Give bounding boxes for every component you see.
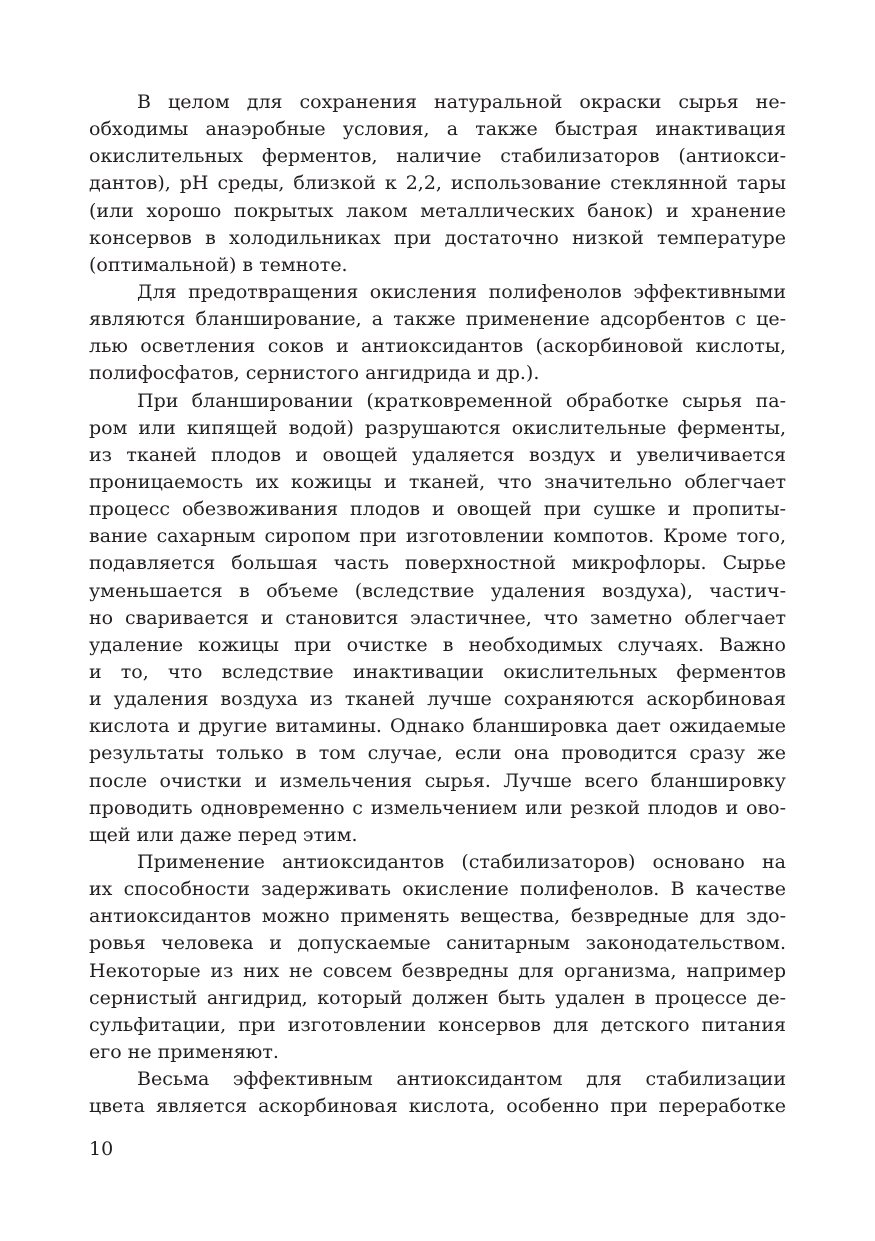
paragraph <box>89 388 786 849</box>
text-line: проводить одновременно с измельчением или резкой плодов и ово- <box>89 796 786 819</box>
text-line: его не применяют. <box>89 1040 279 1063</box>
text-line: полифосфатов, сернистого ангидрида и др.). <box>89 362 540 385</box>
text-line: (или хорошо покрытых лаком металлических банок) и хранение <box>89 199 786 222</box>
paragraph <box>89 89 786 279</box>
text-line: кислота и другие витамины. Однако бланшировка дает ожидаемые <box>89 715 786 738</box>
text-line: результаты только в том случае, если она проводится сразу же <box>89 742 786 765</box>
text-line: Весьма эффективным антиоксидантом для стабилизации <box>137 1068 786 1091</box>
text-line: сернистый ангидрид, который должен быть удален в процессе де- <box>89 986 786 1009</box>
text-line: Для предотвращения окисления полифенолов эффективными <box>137 280 786 303</box>
text-line: антиоксидантов можно применять вещества, безвредные для здо- <box>89 905 786 928</box>
text-line: Некоторые из них не совсем безвредны для организма, например <box>89 959 786 982</box>
text-line: окислительных ферментов, наличие стабилизаторов (антиокси- <box>89 145 786 168</box>
text-line: лью осветления соков и антиоксидантов (аскорбиновой кислоты, <box>89 335 786 358</box>
text-line: Применение антиоксидантов (стабилизаторов) основано на <box>137 850 786 873</box>
text-line: цвета является аскорбиновая кислота, особенно при переработке <box>89 1095 786 1118</box>
body-text <box>89 89 786 1120</box>
paragraph <box>89 279 786 388</box>
text-line: после очистки и измельчения сырья. Лучше всего бланшировку <box>89 769 786 792</box>
text-line: удаление кожицы при очистке в необходимых случаях. Важно <box>89 633 786 656</box>
text-line: проницаемость их кожицы и тканей, что значительно облегчает <box>89 470 786 493</box>
text-line: При бланшировании (кратковременной обработке сырья па- <box>137 389 786 412</box>
text-line: вание сахарным сиропом при изготовлении компотов. Кроме того, <box>89 525 786 548</box>
paragraph <box>89 1066 786 1120</box>
text-line: являются бланширование, а также применение адсорбентов с це- <box>89 308 786 331</box>
text-line: но сваривается и становится эластичнее, что заметно облегчает <box>89 606 786 629</box>
text-line: уменьшается в объеме (вследствие удаления воздуха), частич- <box>89 579 786 602</box>
text-line: из тканей плодов и овощей удаляется воздух и увеличивается <box>89 443 786 466</box>
text-line: обходимы анаэробные условия, а также быстрая инактивация <box>89 118 786 141</box>
text-line: (оптимальной) в темноте. <box>89 253 348 276</box>
text-line: щей или даже перед этим. <box>89 823 358 846</box>
paragraph <box>89 849 786 1066</box>
text-line: и то, что вследствие инактивации окислительных ферментов <box>89 660 786 683</box>
text-line: ровья человека и допускаемые санитарным законодательством. <box>89 932 786 955</box>
text-line: и удаления воздуха из тканей лучше сохраняются аскорбиновая <box>89 688 786 711</box>
text-line: их способности задерживать окисление полифенолов. В качестве <box>89 878 786 901</box>
page-number: 10 <box>89 1138 114 1160</box>
text-line: процесс обезвоживания плодов и овощей при сушке и пропиты- <box>89 498 786 521</box>
text-line: дантов), pH среды, близкой к 2,2, использование стеклянной тары <box>89 172 786 195</box>
text-line: подавляется большая часть поверхностной микрофлоры. Сырье <box>89 552 786 575</box>
text-line: сульфитации, при изготовлении консервов для детского питания <box>89 1013 786 1036</box>
text-line: В целом для сохранения натуральной окраски сырья не- <box>137 91 786 113</box>
text-line: консервов в холодильниках при достаточно низкой температуре <box>89 226 786 249</box>
text-line: ром или кипящей водой) разрушаются окислительные ферменты, <box>89 416 786 439</box>
